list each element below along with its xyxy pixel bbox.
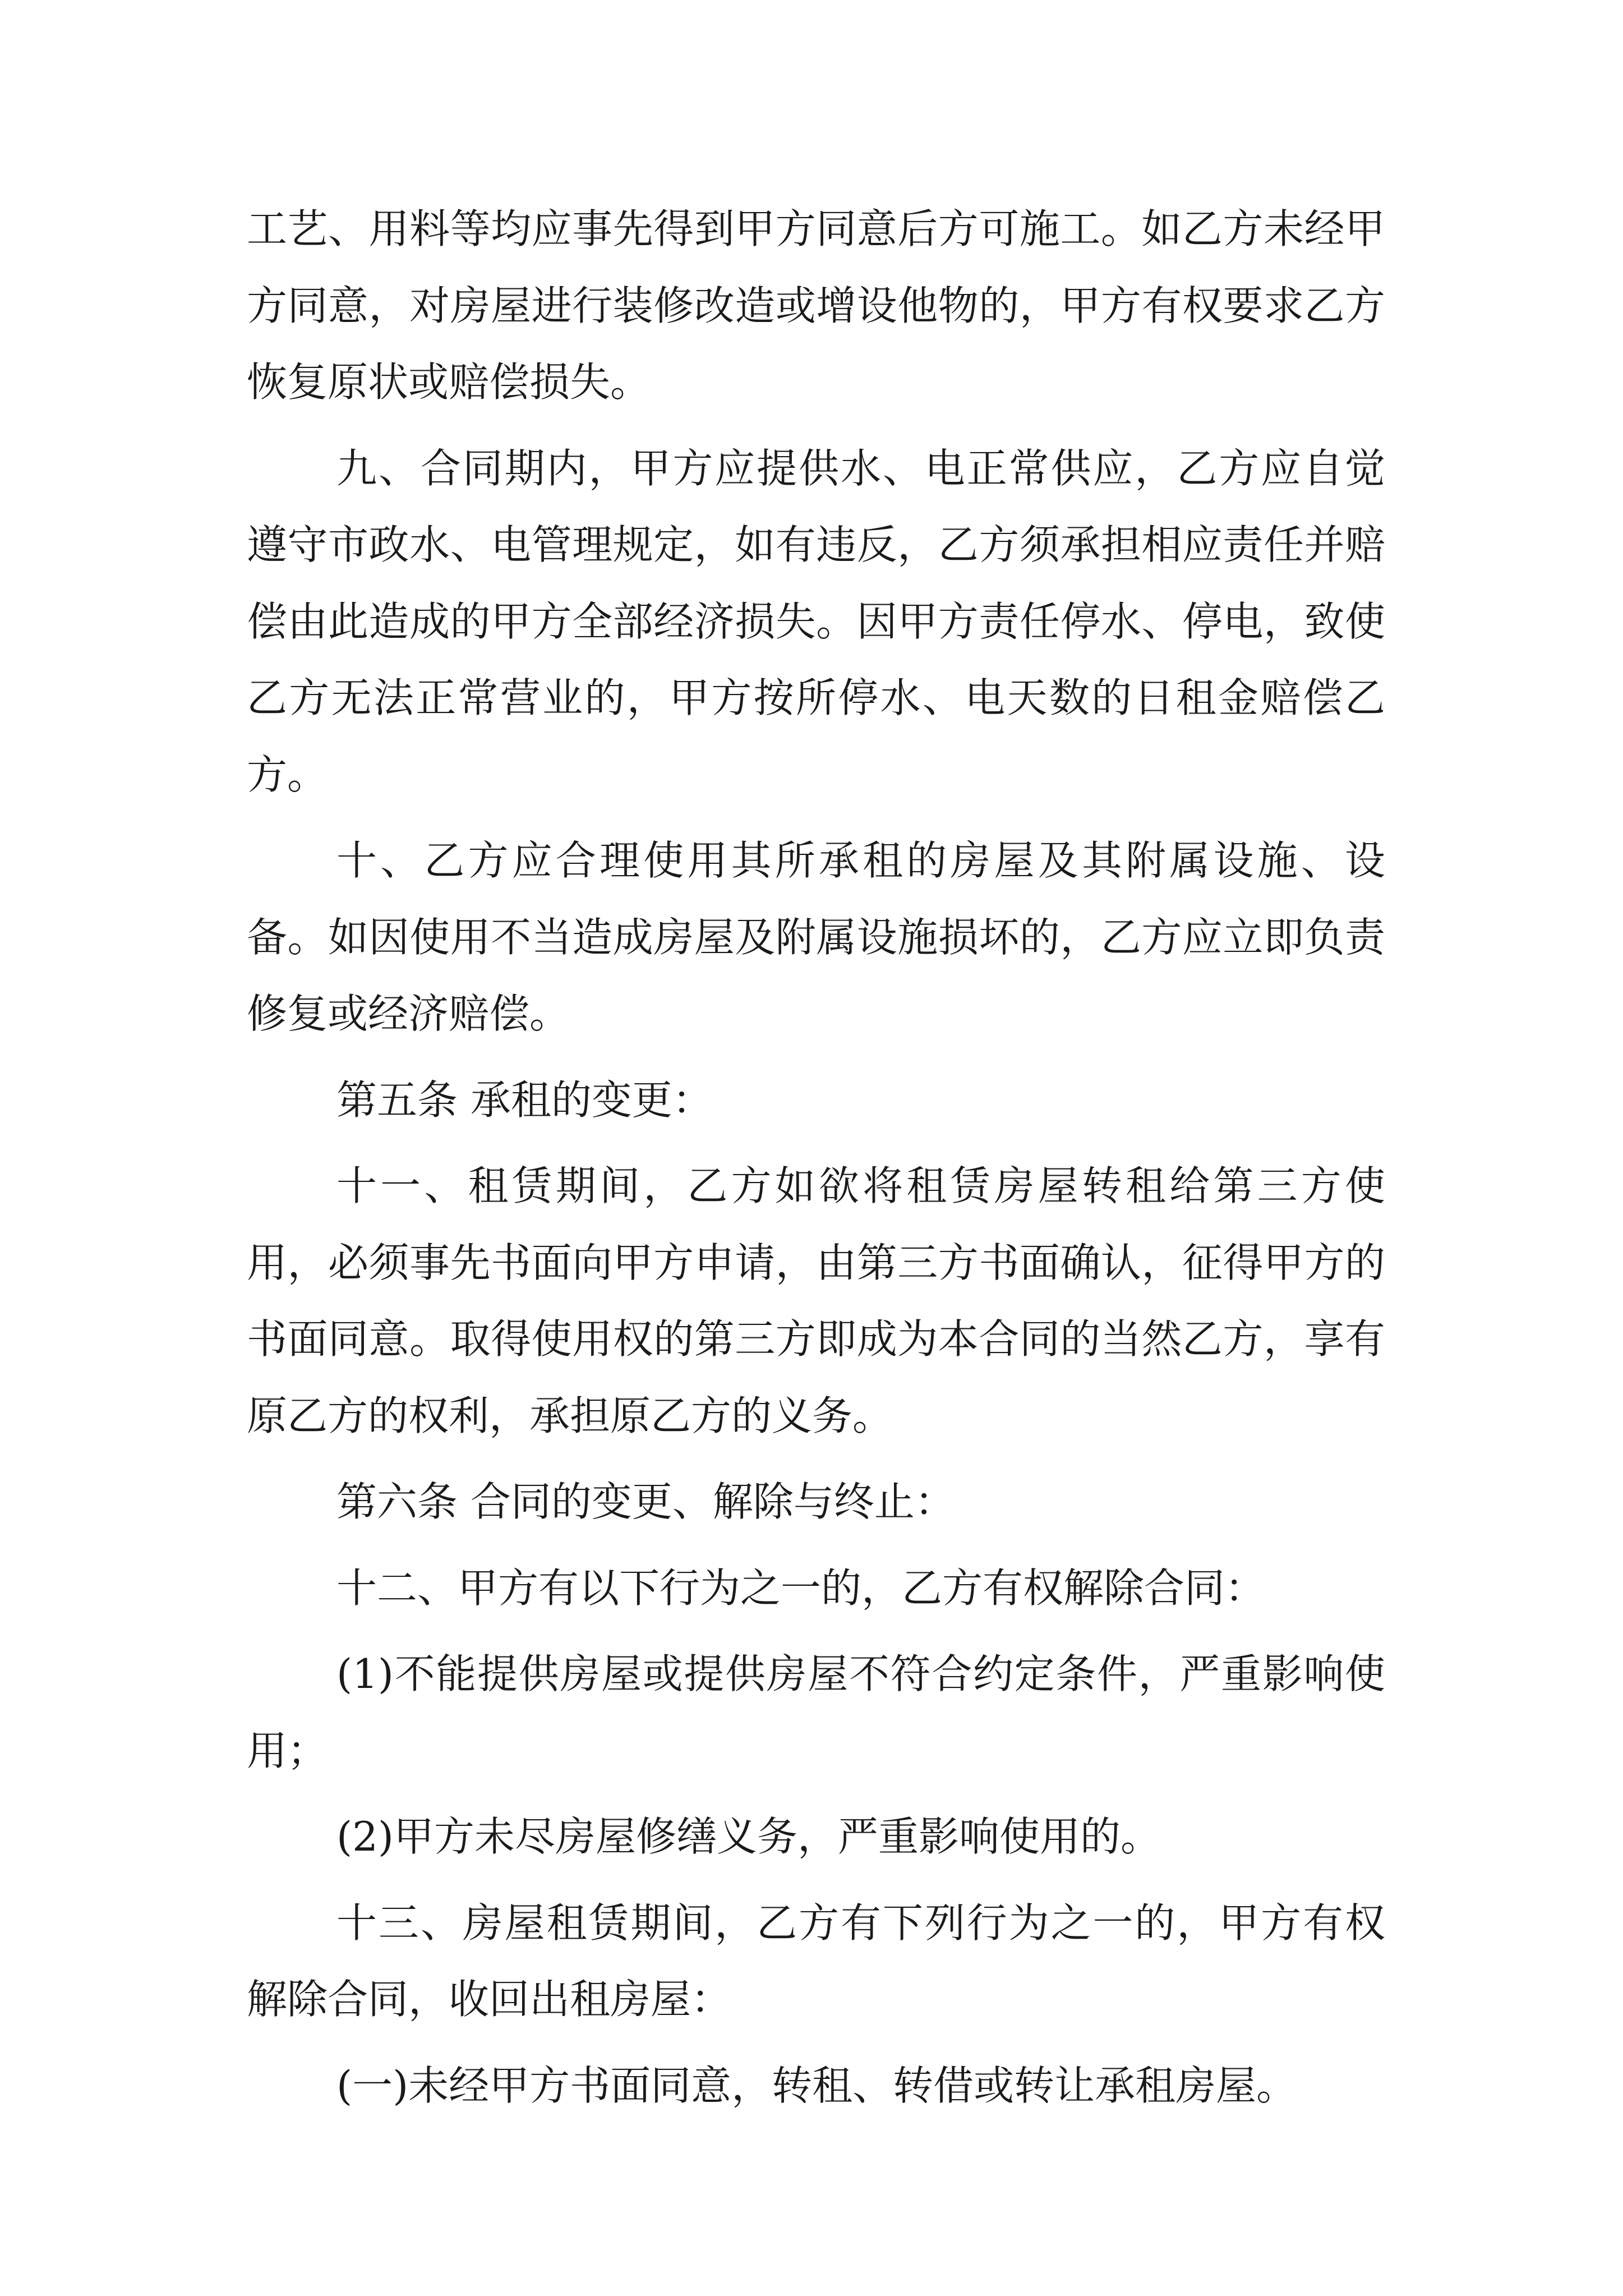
list-item-12-2: (2)甲方未尽房屋修缮义务，严重影响使用的。: [336, 1813, 1161, 1860]
document-body: [247, 191, 1385, 2133]
paragraph-clause-10: 十、乙方应合理使用其所承租的房屋及其附属设施、设备。如因使用不当造成房屋及附属设施损坏的，乙方应立即负责修复或经济赔偿。: [247, 837, 1385, 1037]
paragraph-clause-9: 九、合同期内，甲方应提供水、电正常供应，乙方应自觉遵守市政水、电管理规定，如有违反，乙方须承担相应责任并赔偿由此造成的甲方全部经济损失。因甲方责任停水、停电，致使乙方无法正常营业的，甲方按所停水、电天数的日租金赔偿乙方。: [247, 444, 1385, 798]
paragraph-continuation: 工艺、用料等均应事先得到甲方同意后方可施工。如乙方未经甲方同意，对房屋进行装修改造或增设他物的，甲方有权要求乙方恢复原状或赔偿损失。: [247, 205, 1385, 406]
article-heading-5: 第五条 承租的变更：: [336, 1076, 713, 1124]
paragraph-clause-12: 十二、甲方有以下行为之一的，乙方有权解除合同：: [336, 1564, 1266, 1612]
paragraph-clause-13: 十三、房屋租赁期间，乙方有下列行为之一的，甲方有权解除合同，收回出租房屋：: [247, 1899, 1385, 2023]
article-heading-6: 第六条 合同的变更、解除与终止：: [336, 1478, 955, 1525]
list-item-13-1: (一)未经甲方书面同意，转租、转借或转让承租房屋。: [336, 2062, 1297, 2109]
list-item-12-1: (1)不能提供房屋或提供房屋不符合约定条件，严重影响使用；: [247, 1650, 1385, 1774]
paragraph-clause-11: 十一、租赁期间，乙方如欲将租赁房屋转租给第三方使用，必须事先书面向甲方申请，由第三方书面确认，征得甲方的书面同意。取得使用权的第三方即成为本合同的当然乙方，享有原乙方的权利，承担原乙方的义务。: [247, 1162, 1385, 1439]
